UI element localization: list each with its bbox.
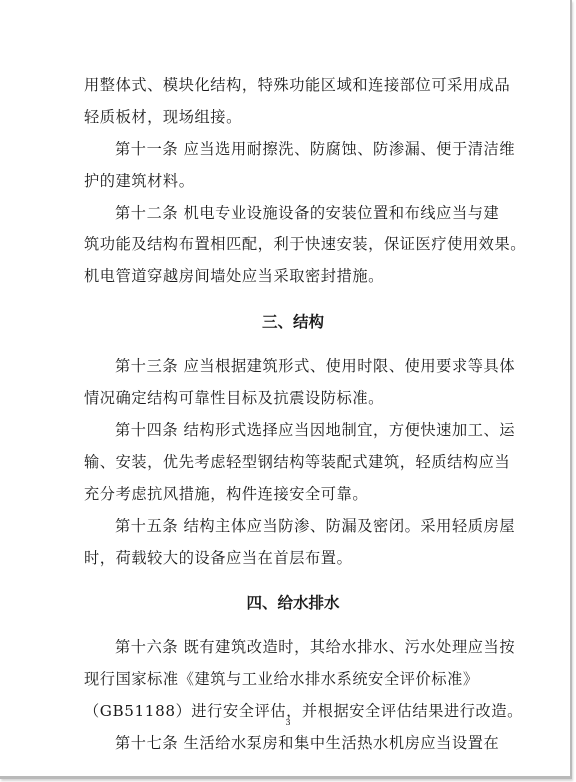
text-line: 输、安装，优先考虑轻型钢结构等装配式建筑，轻质结构应当 bbox=[84, 452, 511, 471]
section-heading-structure: 三、结构 bbox=[261, 313, 324, 332]
text-line: （GB51188）进行安全评估，并根据安全评估结果进行改造。 bbox=[84, 702, 523, 721]
section-heading-water: 四、给水排水 bbox=[246, 594, 340, 613]
text-line: 用整体式、模块化结构，特殊功能区域和连接部位可采用成品 bbox=[84, 76, 511, 94]
article-17-line: 第十七条 生活给水泵房和集中生活热水机房应当设置在 bbox=[115, 734, 500, 753]
document-body bbox=[84, 70, 527, 760]
text-line: 轻质板材，现场组接。 bbox=[84, 107, 242, 126]
page-number: 3 bbox=[285, 718, 291, 727]
text-line: 情况确定结构可靠性目标及抗震设防标准。 bbox=[84, 389, 384, 408]
text-line: 时，荷载较大的设备应当在首层布置。 bbox=[84, 548, 353, 567]
article-16-line: 第十六条 既有建筑改造时，其给水排水、污水处理应当按 bbox=[115, 638, 516, 657]
article-11-line: 第十一条 应当选用耐擦洗、防腐蚀、防渗漏、便于清洁维 bbox=[115, 139, 516, 158]
text-line: 现行国家标准《建筑与工业给水排水系统安全评价标准》 bbox=[84, 670, 479, 689]
article-12-line: 第十二条 机电专业设施设备的安装位置和布线应当与建 bbox=[115, 203, 500, 222]
text-line: 护的建筑材料。 bbox=[84, 171, 195, 190]
text-line: 充分考虑抗风措施，构件连接安全可靠。 bbox=[84, 484, 369, 503]
text-line: 机电管道穿越房间墙处应当采取密封措施。 bbox=[84, 267, 384, 286]
text-line: 筑功能及结构布置相匹配，利于快速安装，保证医疗使用效果。 bbox=[84, 235, 527, 254]
article-15-line: 第十五条 结构主体应当防渗、防漏及密闭。采用轻质房屋 bbox=[115, 516, 516, 535]
article-14-line: 第十四条 结构形式选择应当因地制宜，方便快速加工、运 bbox=[115, 421, 516, 440]
article-13-line: 第十三条 应当根据建筑形式、使用时限、使用要求等具体 bbox=[115, 357, 516, 376]
